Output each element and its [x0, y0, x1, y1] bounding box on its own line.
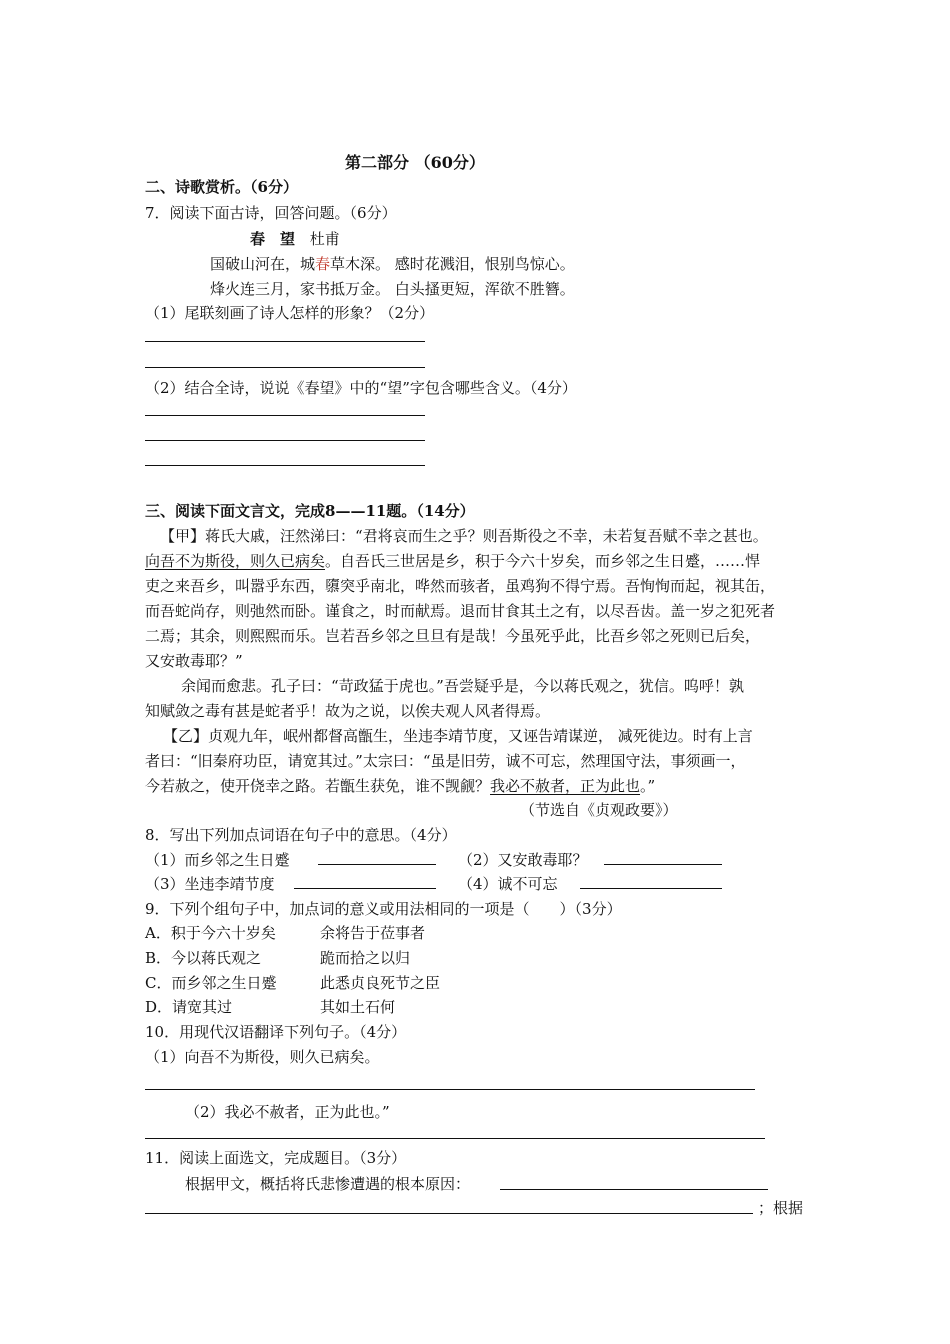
poem-title: 春 望	[250, 230, 296, 248]
passage-line: 吏之来吾乡，叫嚣乎东西，隳突乎南北，哗然而骇者，虽鸡狗不得宁焉。吾恂恂而起，视其缶，	[145, 577, 776, 595]
answer-line[interactable]	[145, 1213, 753, 1214]
passage-line: 余闻而愈悲。孔子曰：“苛政猛于虎也。”吾尝疑乎是，今以蒋氏观之，犹信。呜呼！孰	[181, 677, 744, 695]
answer-line[interactable]	[145, 415, 425, 416]
answer-line[interactable]	[145, 341, 425, 342]
poem-line-1-end: 草木深。 感时花溅泪，恨别鸟惊心。	[330, 255, 575, 273]
question-8-item-4: （4）诚不可忘	[458, 875, 558, 893]
answer-blank[interactable]	[580, 888, 722, 889]
passage-jia	[145, 524, 810, 724]
poem-line-2: 烽火连三月，家书抵万金。 白头搔更短，浑欲不胜簪。	[210, 280, 575, 298]
question-11-tail: ；根据	[758, 1199, 804, 1217]
option-a-right: 余将告于莅事者	[320, 924, 426, 942]
answer-blank[interactable]	[604, 864, 722, 865]
option-c-left: C．而乡邻之生日蹙	[145, 974, 277, 992]
answer-line[interactable]	[145, 1089, 755, 1090]
section-title: 第二部分 （60分）	[345, 153, 485, 172]
answer-blank[interactable]	[500, 1189, 768, 1190]
poem-line-1	[210, 253, 575, 274]
passage-line: 而吾蛇尚存，则弛然而卧。谨食之，时而献焉。退而甘食其土之有，以尽吾齿。盖一岁之犯死者	[145, 602, 776, 620]
option-b-right: 跪而拾之以归	[320, 949, 411, 967]
option-c-right: 此悉贞良死节之臣	[320, 974, 441, 992]
underlined-sentence: 向吾不为斯役，则久已病矣	[145, 552, 326, 570]
question-8-item-1: （1）而乡邻之生日蹙	[145, 851, 290, 869]
question-11-prompt: 11．阅读上面选文，完成题目。（3分）	[145, 1149, 407, 1167]
question-7-2: （2）结合全诗，说说《春望》中的“望”字包含哪些含义。（4分）	[145, 379, 577, 397]
question-11-line-1: 根据甲文，概括将氏悲惨遭遇的根本原因：	[185, 1175, 471, 1193]
answer-line[interactable]	[145, 465, 425, 466]
question-8-prompt: 8．写出下列加点词语在句子中的意思。（4分）	[145, 826, 457, 844]
question-9-prompt: 9．下列个组句子中，加点词的意义或用法相同的一项是（ ）（3分）	[145, 900, 622, 918]
option-b-left: B．今以蒋氏观之	[145, 949, 262, 967]
passage-line: 二焉；其余，则熙熙而乐。岂若吾乡邻之旦旦有是哉！今虽死乎此，比吾乡邻之死则已后矣，	[145, 627, 761, 645]
question-8-item-3: （3）坐违李靖节度	[145, 875, 275, 893]
answer-line[interactable]	[145, 440, 425, 441]
poetry-heading: 二、诗歌赏析。（6分）	[145, 178, 298, 196]
passage-line: 贞观九年，岷州都督高甑生，坐违李靖节度，又诬告靖谋逆， 减死徙边。时有上言	[208, 727, 753, 745]
answer-blank[interactable]	[318, 864, 436, 865]
question-10-item-2: （2）我必不赦者，正为此也。”	[185, 1103, 390, 1121]
underlined-sentence: 我必不赦者，正为此也	[490, 777, 641, 795]
question-10-prompt: 10．用现代汉语翻译下列句子。（4分）	[145, 1023, 407, 1041]
question-8-item-2: （2）又安敢毒耶？	[458, 851, 588, 869]
question-7-prompt: 7．阅读下面古诗，回答问题。（6分）	[145, 204, 397, 222]
passage-line: 蒋氏大戚，汪然涕曰：“君将哀而生之乎？则吾斯役之不幸，未若复吾赋不幸之甚也。	[205, 527, 768, 545]
poem-heading	[250, 228, 340, 249]
passage-line: 知赋敛之毒有甚是蛇者乎！故为之说，以俟夫观人风者得焉。	[145, 702, 551, 720]
option-d-left: D．请宽其过	[145, 998, 233, 1016]
answer-line[interactable]	[145, 367, 425, 368]
poem-line-1-start: 国破山河在，城	[210, 255, 316, 273]
question-7-1: （1）尾联刻画了诗人怎样的形象？（2分）	[145, 304, 435, 322]
option-a-left: A．积于今六十岁矣	[145, 924, 276, 942]
answer-blank[interactable]	[294, 888, 436, 889]
passage-line: 。自吾氏三世居是乡，积于今六十岁矣，而乡邻之生日蹙，……悍	[325, 552, 761, 570]
passage-line: 又安敢毒耶？”	[145, 652, 243, 670]
option-d-right: 其如土石何	[320, 998, 396, 1016]
passage-line: 今若赦之，使开侥幸之路。若甑生获免，谁不觊觎？	[145, 777, 491, 795]
passage-yi-label: 【乙】	[163, 727, 209, 745]
classical-heading: 三、阅读下面文言文，完成8——11题。（14分）	[145, 502, 475, 520]
poem-highlight-word: 春	[315, 255, 331, 273]
passage-line: 。”	[640, 777, 656, 795]
question-10-item-1: （1）向吾不为斯役，则久已病矣。	[145, 1048, 380, 1066]
passage-line: 者曰：“旧秦府功臣，请宽其过。”太宗曰：“虽是旧劳，诚不可忘，然理国守法，事须画一，	[145, 752, 746, 770]
passage-jia-label: 【甲】	[160, 527, 206, 545]
source-note: （节选自《贞观政要》）	[520, 801, 678, 819]
answer-line[interactable]	[145, 1138, 765, 1139]
passage-yi	[145, 724, 810, 799]
poem-author: 杜甫	[309, 230, 340, 248]
